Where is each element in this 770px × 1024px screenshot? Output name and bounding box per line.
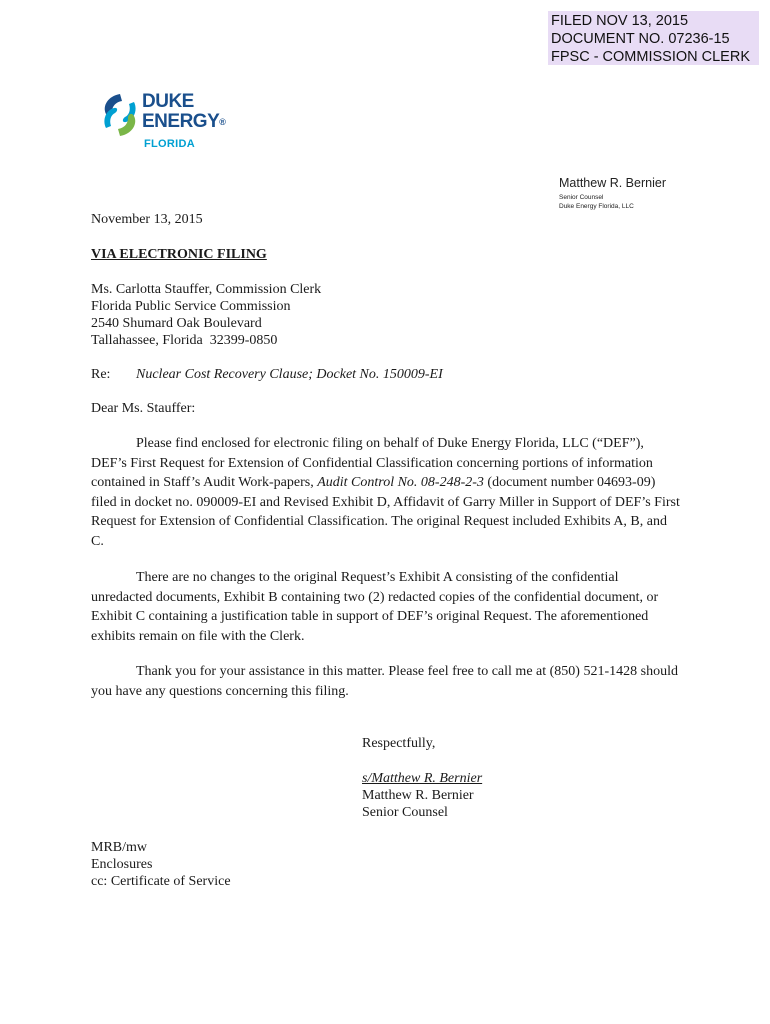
body-paragraph-3: Thank you for your assistance in this matter. Please feel free to call me at (850) 521-1428 should you have any questions concerning this filing.	[91, 664, 678, 699]
recipient-name: Ms. Carlotta Stauffer, Commission Clerk	[91, 282, 322, 297]
filing-stamp	[548, 11, 759, 65]
logo-wordmark	[142, 92, 225, 132]
sender-block	[559, 175, 666, 211]
logo-line-energy: ENERGY	[142, 111, 220, 132]
stamp-document-number: DOCUMENT NO. 07236-15	[551, 31, 730, 47]
duke-energy-logo	[98, 92, 238, 152]
closing: Respectfully,	[362, 736, 436, 751]
registered-mark: ®	[219, 117, 226, 127]
sender-name: Matthew R. Bernier	[559, 176, 666, 190]
subject-label: Re:	[91, 367, 111, 382]
electronic-signature: s/Matthew R. Bernier	[362, 771, 483, 786]
audit-control-number: Audit Control No. 08-248-2-3	[317, 475, 484, 491]
paragraph-1-text-a: Please find enclosed for electronic filing on behalf of Duke Energy Florida, LLC (“DEF”), DEF’s First Request for Extension of Confidential Classification concerning portions of information contained in Staff’s Audit Work-papers,	[91, 436, 653, 491]
subject-text: Nuclear Cost Recovery Clause; Docket No. 150009-EI	[136, 367, 443, 382]
signer-name: Matthew R. Bernier	[362, 788, 474, 803]
stamp-clerk: FPSC - COMMISSION CLERK	[551, 49, 750, 65]
letter-date: November 13, 2015	[91, 212, 203, 227]
signer-title: Senior Counsel	[362, 805, 448, 820]
duke-energy-logo-icon	[98, 92, 142, 138]
cc-line: cc: Certificate of Service	[91, 874, 231, 889]
recipient-organization: Florida Public Service Commission	[91, 299, 291, 314]
signature-block	[362, 770, 482, 821]
subject-line	[91, 367, 443, 383]
recipient-address	[91, 281, 321, 349]
logo-florida: FLORIDA	[144, 138, 195, 150]
initials: MRB/mw	[91, 840, 148, 855]
body-paragraph-2: There are no changes to the original Request’s Exhibit A consisting of the confidential unredacted documents, Exhibit B containing two (2) redacted copies of the confidential document, or Exhibit C containing a justification table in support of DEF’s original Request. The aforementioned exhibits remain on file with the Clerk.	[91, 570, 659, 644]
recipient-street: 2540 Shumard Oak Boulevard	[91, 316, 262, 331]
logo-line-duke: DUKE	[142, 91, 194, 112]
stamp-filed-date: FILED NOV 13, 2015	[551, 13, 689, 29]
sender-title: Senior Counsel	[559, 194, 604, 201]
body-paragraph-1	[91, 434, 681, 552]
letter-footer	[91, 839, 231, 890]
salutation: Dear Ms. Stauffer:	[91, 401, 196, 416]
recipient-city: Tallahassee, Florida 32399-0850	[91, 333, 278, 348]
via-electronic-filing: VIA ELECTRONIC FILING	[91, 247, 267, 262]
paragraph-1-text-b: (document number 04693-09) filed in docket no. 090009-EI and Revised Exhibit D, Affidavit of Garry Miller in Support of DEF’s First Request for Extension of Confidential Classification. The original Request included Exhibits A, B, and C.	[91, 475, 680, 549]
enclosures: Enclosures	[91, 857, 153, 872]
sender-company: Duke Energy Florida, LLC	[559, 203, 634, 210]
